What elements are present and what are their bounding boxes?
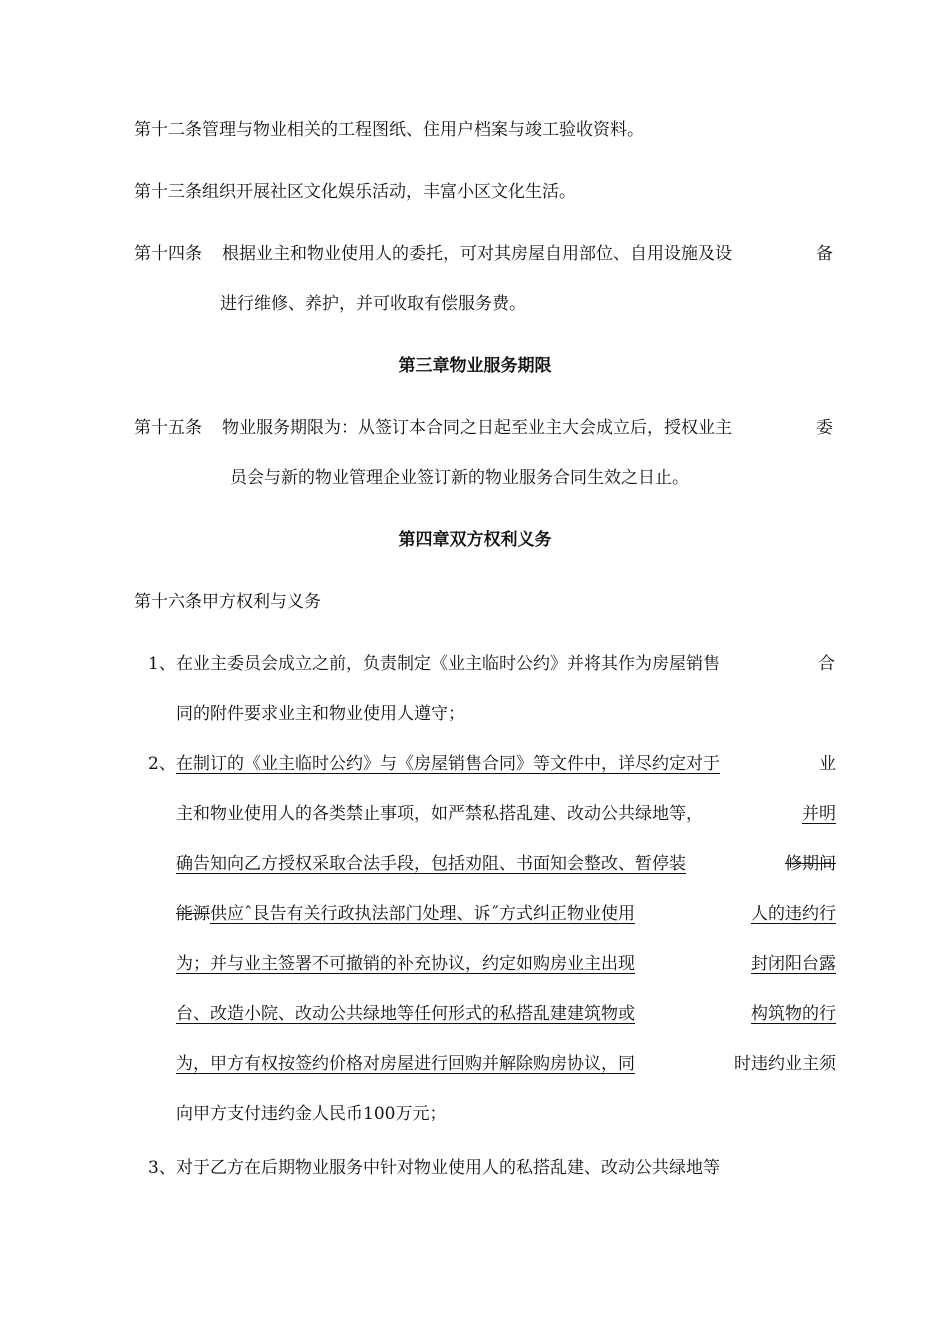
chapter-4-heading: 第四章双方权利义务 [398, 530, 552, 550]
item-2-line4 [176, 902, 836, 926]
item-1-line2: 同的附件要求业主和物业使用人遵守； [176, 704, 465, 724]
item-3-line1: 对于乙方在后期物业服务中针对物业使用人的私搭乱建、改动公共绿地等 [176, 1158, 720, 1178]
item-2-line5-end: 封闭阳台露 [751, 954, 836, 974]
item-2-number: 2、 [148, 754, 176, 774]
article-12: 第十二条管理与物业相关的工程图纸、住用户档案与竣工验收资料。 [134, 120, 644, 140]
item-2-line6 [176, 1002, 836, 1026]
item-2-line2-text: 主和物业使用人的各类禁止事项，如严禁私搭乱建、改动公共绿地等， [176, 804, 703, 824]
item-1-number: 1、 [148, 654, 176, 674]
item-2-line4-end: 人的违约行 [751, 904, 836, 924]
item-2-line1 [176, 752, 836, 776]
item-2-line4-text: 供应ˆ艮告有关行政执法部门处理、诉˝方式纠正物业使用 [210, 904, 635, 924]
article-16: 第十六条甲方权利与义务 [134, 592, 321, 612]
item-2-line2-end: 并明 [802, 804, 836, 824]
article-14-line2: 进行维修、养护，并可收取有偿服务费。 [220, 294, 526, 314]
item-2-line5-text: 为；并与业主签署不可撤销的补充协议，约定如购房业主出现 [176, 954, 635, 974]
article-14-number: 第十四条 [134, 244, 202, 264]
item-2-line6-text: 台、改造小院、改动公共绿地等任何形式的私搭乱建建筑物或 [176, 1004, 635, 1024]
item-2-line7 [176, 1052, 836, 1076]
article-15-line1: 物业服务期限为：从签订本合同之日起至业主大会成立后，授权业主 [222, 418, 732, 438]
item-2-line3-text: 确告知向乙方授权采取合法手段，包括劝阻、书面知会整改、暂停装 [176, 854, 686, 874]
item-2-line7-end: 时违约业主须 [734, 1054, 836, 1074]
item-2-line5 [176, 952, 836, 976]
item-1-line1: 在业主委员会成立之前，负责制定《业主临时公约》并将其作为房屋销售 [176, 654, 720, 674]
item-2-line7-text: 为，甲方有权按签约价格对房屋进行回购并解除购房协议，同 [176, 1054, 635, 1074]
item-3-number: 3、 [148, 1158, 176, 1178]
item-2-line3-end: 修期间 [785, 854, 836, 874]
article-13: 第十三条组织开展社区文化娱乐活动，丰富小区文化生活。 [134, 182, 576, 202]
item-2-line3 [176, 852, 836, 876]
article-15-line1-end: 委 [816, 418, 833, 438]
chapter-3-heading: 第三章物业服务期限 [398, 356, 552, 376]
item-2-line8: 向甲方支付违约金人民币100万元； [176, 1104, 447, 1124]
item-2-line1-end: 业 [819, 754, 836, 774]
item-2-line1-text: 在制订的《业主临时公约》与《房屋销售合同》等文件中，详尽约定对于 [176, 754, 720, 774]
item-2-line2 [176, 802, 836, 826]
article-15-number: 第十五条 [134, 418, 202, 438]
article-14-line1: 根据业主和物业使用人的委托，可对其房屋自用部位、自用设施及设 [222, 244, 732, 264]
article-14-line1-end: 备 [816, 244, 833, 264]
article-15-line2: 员会与新的物业管理企业签订新的物业服务合同生效之日止。 [230, 468, 689, 488]
item-1-line1-end: 合 [818, 654, 835, 674]
item-2-line4-struck: 能源 [176, 904, 210, 924]
item-2-line6-end: 构筑物的行 [751, 1004, 836, 1024]
